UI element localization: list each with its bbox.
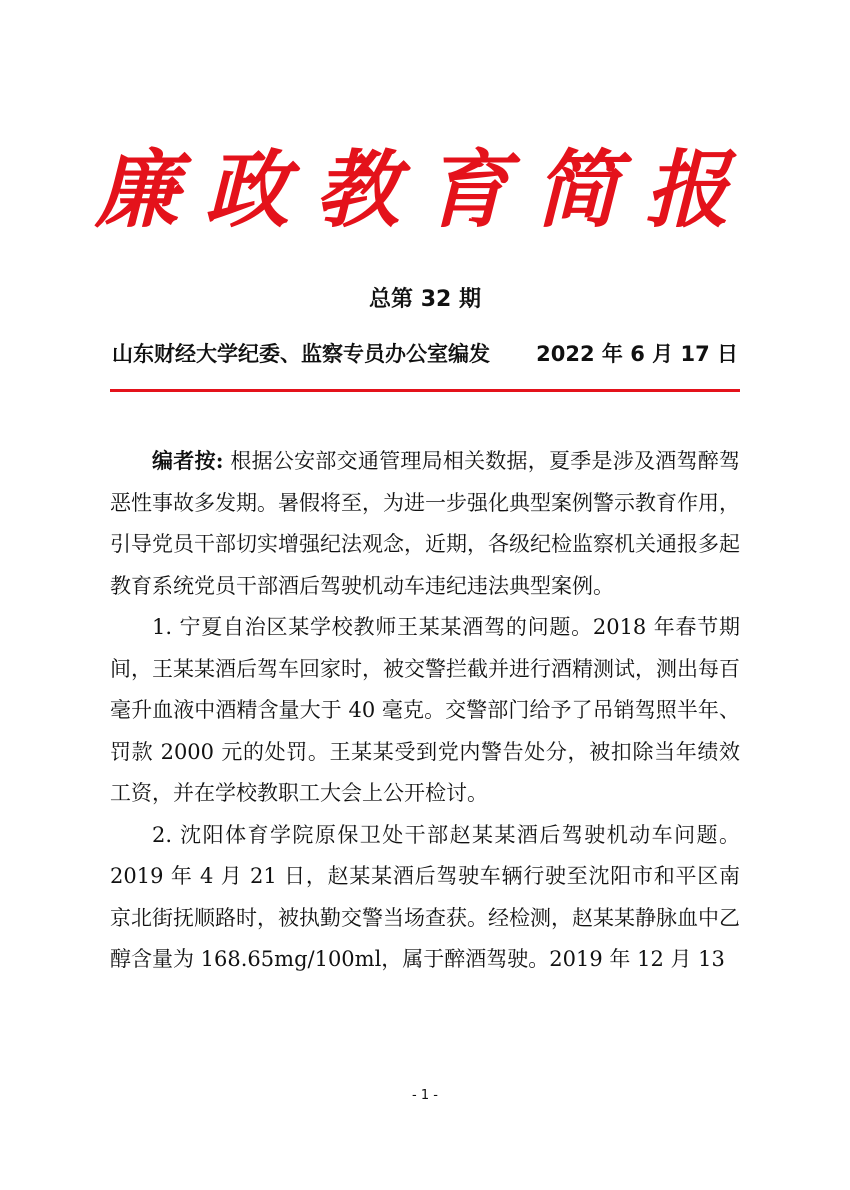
issue-number: 总第 32 期 <box>369 287 481 312</box>
header-divider <box>110 389 740 392</box>
publish-date: 2022 年 6 月 17 日 <box>536 342 738 366</box>
editor-note-label: 编者按: <box>152 448 224 473</box>
editor-note-paragraph <box>110 440 740 607</box>
editor-note-text: 根据公安部交通管理局相关数据，夏季是涉及酒驾醉驾恶性事故多发期。暑假将至，为进一步强化典型案例警示教育作用，引导党员干部切实增强纪法观念，近期，各级纪检监察机关通报多起教育系统党员干部酒后驾驶机动车违纪违法典型案例。 <box>110 449 740 598</box>
case-1-paragraph: 1. 宁夏自治区某学校教师王某某酒驾的问题。2018 年春节期间，王某某酒后驾车回家时，被交警拦截并进行酒精测试，测出每百毫升血液中酒精含量大于 40 毫克。交警部门给予了吊销驾照半年、罚款 2000 元的处罚。王某某受到党内警告处分，被扣除当年绩效工资，并在学校教职工大会上公开检讨。 <box>110 615 740 805</box>
case-2-paragraph: 2. 沈阳体育学院原保卫处干部赵某某酒后驾驶机动车问题。2019 年 4 月 21 日，赵某某酒后驾驶车辆行驶至沈阳市和平区南京北街抚顺路时，被执勤交警当场查获。经检测，赵某某静脉血中乙醇含量为 168.65mg/100ml，属于醉酒驾驶。2019 年 12 月 13 <box>110 822 740 971</box>
article-body <box>110 440 740 981</box>
publisher-line: 山东财经大学纪委、监察专员办公室编发 <box>112 342 490 366</box>
page-number: - 1 - <box>412 1088 438 1103</box>
newsletter-title: 廉政教育简报 <box>94 140 755 239</box>
